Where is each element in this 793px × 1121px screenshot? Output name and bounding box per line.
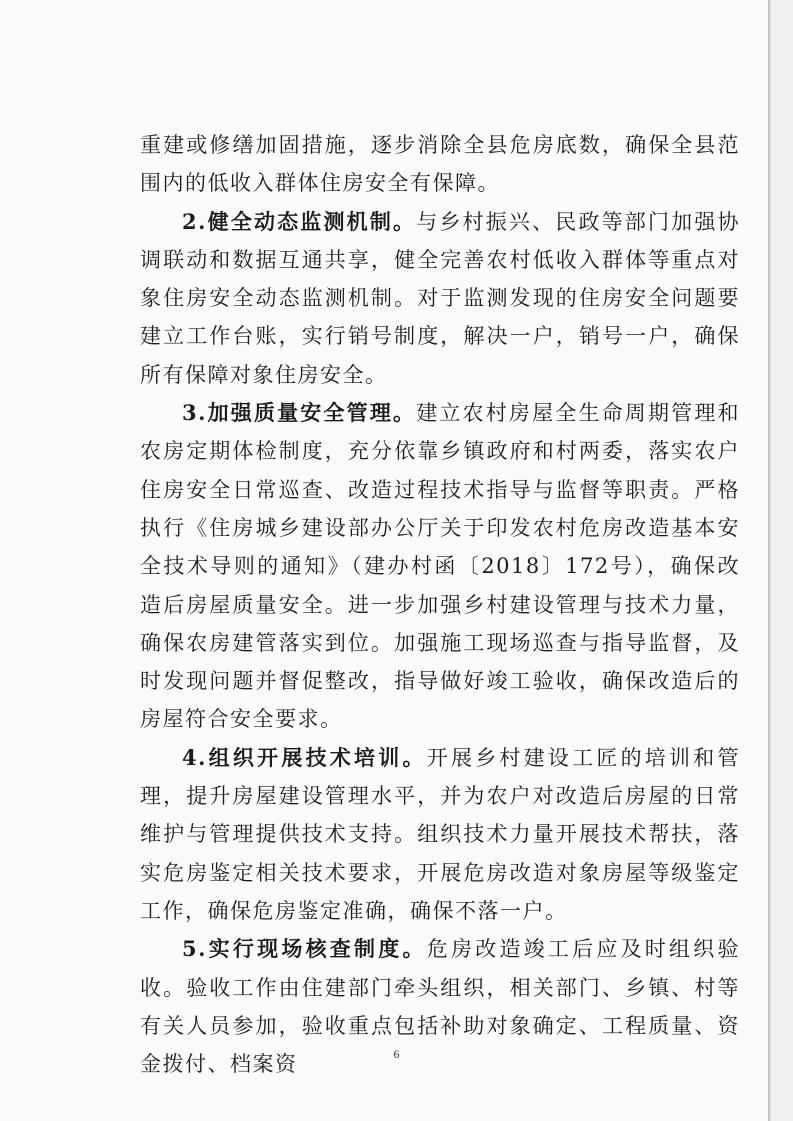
paragraph-technical-training	[140, 739, 740, 930]
paragraph-text: 重建或修缮加固措施，逐步消除全县危房底数，确保全县范围内的低收入群体住房安全有保障。	[140, 133, 740, 196]
paragraph-text: 建立农村房屋全生命周期管理和农房定期体检制度，充分依靠乡镇政府和村两委，落实农户住房安全日常巡查、改造过程技术指导与监督等职责。严格执行《住房城乡建设部办公厅关于印发农村危房改造基本安全技术导则的通知》（建办村函〔2018〕172号），确保改造后房屋质量安全。进一步加强乡村建设管理与技术力量，确保农房建管落实到位。加强施工现场巡查与指导监督，及时发现问题并督促整改，指导做好竣工验收，确保改造后的房屋符合安全要求。	[140, 401, 740, 732]
section-heading: 4.组织开展技术培训。	[182, 744, 427, 770]
scan-border	[771, 0, 793, 1121]
paragraph-text: 与乡村振兴、民政等部门加强协调联动和数据互通共享，健全完善农村低收入群体等重点对象住房安全动态监测机制。对于监测发现的住房安全问题要建立工作台账，实行销号制度，解决一户，销号一户，确保所有保障对象住房安全。	[140, 209, 740, 387]
paragraph-text: 危房改造竣工后应及时组织验收。验收工作由住建部门牵头组织，相关部门、乡镇、村等有关人员参加，验收重点包括补助对象确定、工程质量、资金拨付、档案资	[140, 937, 740, 1077]
paragraph-quality-safety	[140, 394, 740, 739]
page-number: 6	[393, 1047, 400, 1061]
paragraph-dynamic-monitoring	[140, 203, 740, 394]
section-heading: 3.加强质量安全管理。	[182, 400, 417, 426]
section-heading: 5.实行现场核查制度。	[182, 936, 427, 962]
section-heading: 2.健全动态监测机制。	[182, 208, 417, 234]
body-text	[140, 126, 740, 1083]
paragraph-text: 开展乡村建设工匠的培训和管理，提升房屋建设管理水平，并为农户对改造后房屋的日常维护与管理提供技术支持。组织技术力量开展技术帮扶，落实危房鉴定相关技术要求，开展危房改造对象房屋等级鉴定工作，确保危房鉴定准确，确保不落一户。	[140, 745, 740, 923]
scan-edge-line	[768, 0, 771, 1121]
paragraph-continuation	[140, 126, 740, 203]
